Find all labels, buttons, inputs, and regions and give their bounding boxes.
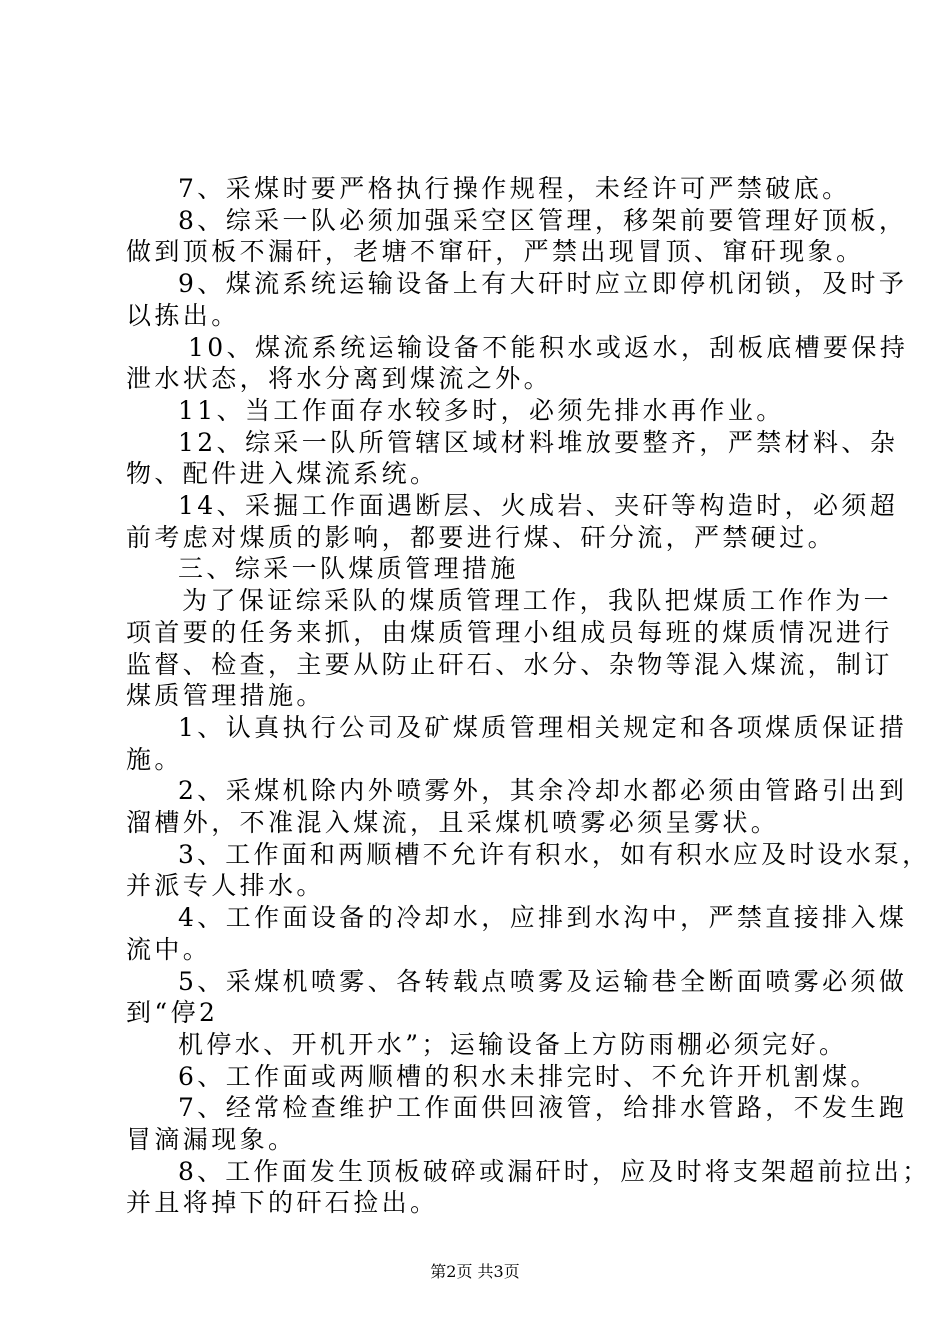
body-line: 并派专人排水。 — [126, 871, 325, 900]
body-line: 4、工作面设备的冷却水，应排到水沟中，严禁直接排入煤 — [178, 903, 908, 932]
body-line: 溜槽外，不准混入煤流，且采煤机喷雾必须呈雾状。 — [126, 808, 780, 837]
body-line: 9、煤流系统运输设备上有大矸时应立即停机闭锁，及时予 — [178, 269, 908, 298]
body-line: 做到顶板不漏矸，老塘不窜矸，严禁出现冒顶、窜矸现象。 — [126, 237, 865, 266]
body-line: 7、采煤时要严格执行操作规程，未经许可严禁破底。 — [178, 174, 851, 203]
body-line: 10、煤流系统运输设备不能积水或返水，刮板底槽要保持 — [188, 333, 909, 362]
body-line: 2、采煤机除内外喷雾外，其余冷却水都必须由管路引出到 — [178, 776, 908, 805]
body-line: 3、工作面和两顺槽不允许有积水，如有积水应及时设水泵， — [178, 840, 931, 869]
body-line: 12、综采一队所管辖区域材料堆放要整齐，严禁材料、杂 — [178, 428, 899, 457]
body-line: 11、当工作面存水较多时，必须先排水再作业。 — [178, 396, 785, 425]
body-line: 监督、检查，主要从防止矸石、水分、杂物等混入煤流，制订 — [126, 650, 893, 679]
body-line: 冒滴漏现象。 — [126, 1125, 297, 1154]
body-line: 14、采掘工作面遇断层、火成岩、夹矸等构造时，必须超 — [178, 491, 899, 520]
body-line: 1、认真执行公司及矿煤质管理相关规定和各项煤质保证措 — [178, 713, 908, 742]
body-line: 流中。 — [126, 935, 212, 964]
body-line: 到“停2 — [126, 998, 219, 1027]
body-line: 并且将掉下的矸石捡出。 — [126, 1188, 439, 1217]
body-line: 物、配件进入煤流系统。 — [126, 459, 439, 488]
body-line: 泄水状态，将水分离到煤流之外。 — [126, 364, 553, 393]
body-line: 前考虑对煤质的影响，都要进行煤、矸分流，严禁硬过。 — [126, 523, 837, 552]
body-line: 8、工作面发生顶板破碎或漏矸时，应及时将支架超前拉出； — [178, 1157, 931, 1186]
section-heading: 三、综采一队煤质管理措施 — [178, 554, 519, 583]
body-line: 以拣出。 — [126, 301, 240, 330]
body-line: 7、经常检查维护工作面供回液管，给排水管路，不发生跑 — [178, 1093, 908, 1122]
body-line: 煤质管理措施。 — [126, 681, 325, 710]
body-line: 机停水、开机开水”；运输设备上方防雨棚必须完好。 — [178, 1030, 848, 1059]
page-footer: 第2页 共3页 — [430, 1262, 520, 1281]
body-line: 为了保证综采队的煤质管理工作，我队把煤质工作作为一 — [182, 586, 893, 615]
body-line: 6、工作面或两顺槽的积水未排完时、不允许开机割煤。 — [178, 1062, 879, 1091]
body-line: 项首要的任务来抓，由煤质管理小组成员每班的煤质情况进行 — [126, 618, 893, 647]
body-line: 施。 — [126, 745, 183, 774]
body-line: 5、采煤机喷雾、各转载点喷雾及运输巷全断面喷雾必须做 — [178, 967, 908, 996]
body-line: 8、综采一队必须加强采空区管理，移架前要管理好顶板， — [178, 206, 908, 235]
